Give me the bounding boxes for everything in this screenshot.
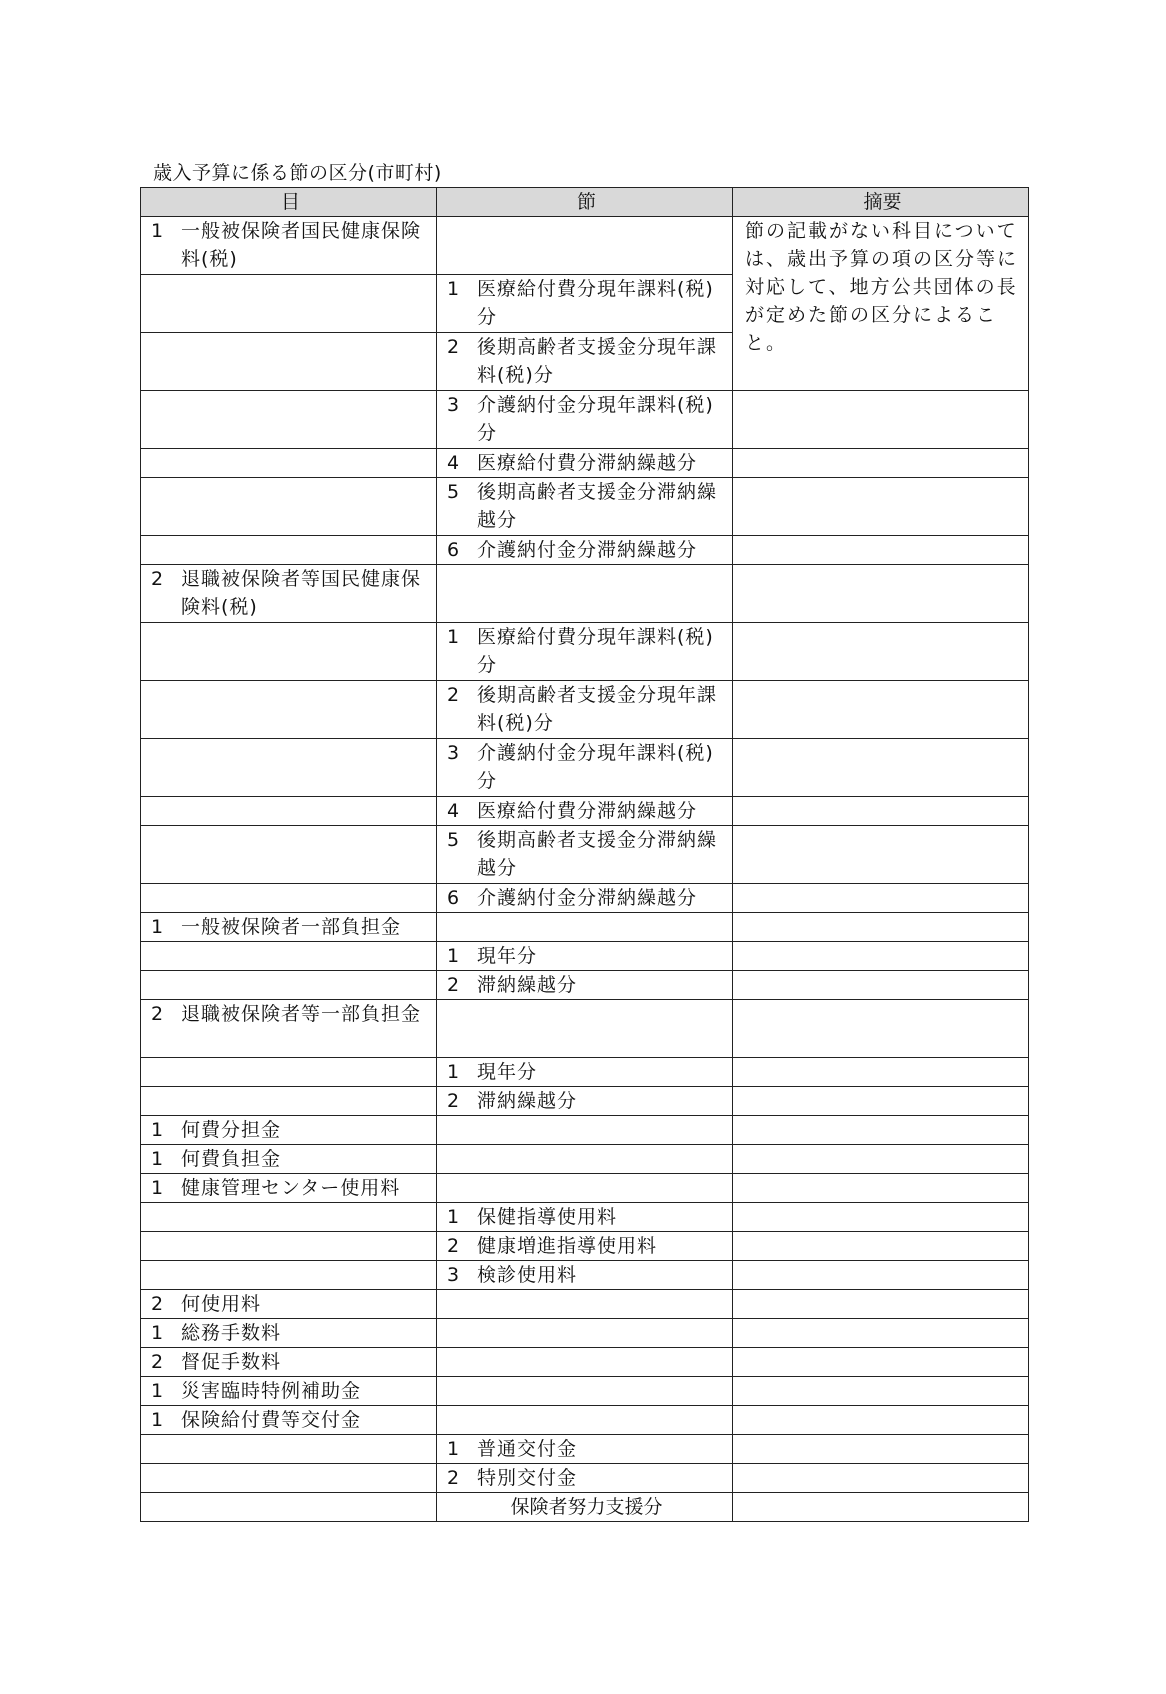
tekiyo-cell <box>733 797 1029 826</box>
moku-cell-text: 一般被保険者一部負担金 <box>181 916 402 938</box>
setsu-cell-text: 介護納付金分現年課料(税)分 <box>477 394 714 444</box>
moku-cell-number: 1 <box>151 1177 164 1199</box>
tekiyo-cell <box>733 739 1029 797</box>
setsu-cell-number: 2 <box>447 1090 460 1112</box>
setsu-cell-text: 医療給付費分現年課料(税)分 <box>477 278 714 328</box>
moku-cell-text: 総務手数料 <box>181 1322 282 1344</box>
tekiyo-cell <box>733 1058 1029 1087</box>
table-row <box>141 623 1029 681</box>
tekiyo-cell <box>733 1232 1029 1261</box>
moku-cell <box>141 739 437 797</box>
setsu-cell <box>437 1232 733 1261</box>
moku-cell <box>141 1406 437 1435</box>
moku-cell <box>141 1145 437 1174</box>
tekiyo-cell <box>733 623 1029 681</box>
setsu-cell-number: 2 <box>447 1235 460 1257</box>
moku-cell <box>141 449 437 478</box>
setsu-cell-text: 医療給付費分現年課料(税)分 <box>477 626 714 676</box>
setsu-cell-text: 現年分 <box>477 1061 538 1083</box>
table-row <box>141 478 1029 536</box>
setsu-cell <box>437 1116 733 1145</box>
moku-cell-number: 2 <box>151 1293 164 1315</box>
setsu-cell-number: 1 <box>447 278 460 300</box>
setsu-cell-text: 後期高齢者支援金分滞納繰越分 <box>477 829 718 879</box>
moku-cell <box>141 391 437 449</box>
moku-cell <box>141 1232 437 1261</box>
moku-cell-text: 退職被保険者等国民健康保険料(税) <box>181 568 422 618</box>
setsu-cell-number: 2 <box>447 336 460 358</box>
setsu-cell <box>437 1261 733 1290</box>
table-header-row <box>141 188 1029 217</box>
setsu-cell-text: 保健指導使用料 <box>477 1206 618 1228</box>
revenue-section-table <box>140 187 1029 1522</box>
table-row <box>141 884 1029 913</box>
setsu-cell-text: 介護納付金分滞納繰越分 <box>477 887 698 909</box>
moku-cell <box>141 217 437 275</box>
moku-cell <box>141 1435 437 1464</box>
setsu-cell-text: 医療給付費分滞納繰越分 <box>477 452 698 474</box>
setsu-cell <box>437 1203 733 1232</box>
tekiyo-cell <box>733 884 1029 913</box>
tekiyo-cell <box>733 1435 1029 1464</box>
tekiyo-cell <box>733 1319 1029 1348</box>
moku-cell <box>141 1203 437 1232</box>
setsu-cell <box>437 333 733 391</box>
setsu-cell-text: 後期高齢者支援金分現年課料(税)分 <box>477 684 718 734</box>
moku-cell-number: 2 <box>151 1003 164 1025</box>
tekiyo-cell <box>733 913 1029 942</box>
table-row <box>141 797 1029 826</box>
tekiyo-cell <box>733 1261 1029 1290</box>
setsu-cell-number: 2 <box>447 1467 460 1489</box>
table-row <box>141 913 1029 942</box>
setsu-cell <box>437 1145 733 1174</box>
setsu-cell <box>437 217 733 275</box>
moku-cell <box>141 1319 437 1348</box>
moku-cell <box>141 1377 437 1406</box>
tekiyo-cell <box>733 942 1029 971</box>
moku-cell-text: 災害臨時特例補助金 <box>181 1380 362 1402</box>
moku-cell <box>141 1087 437 1116</box>
moku-cell-number: 1 <box>151 1119 164 1141</box>
table-row <box>141 739 1029 797</box>
moku-cell <box>141 1058 437 1087</box>
table-row <box>141 1174 1029 1203</box>
setsu-cell-text: 介護納付金分滞納繰越分 <box>477 539 698 561</box>
setsu-cell-number: 5 <box>447 829 460 851</box>
setsu-cell-text: 滞納繰越分 <box>477 974 578 996</box>
table-row <box>141 1406 1029 1435</box>
tekiyo-cell <box>733 1290 1029 1319</box>
setsu-cell <box>437 1290 733 1319</box>
table-row <box>141 1435 1029 1464</box>
setsu-cell <box>437 536 733 565</box>
moku-cell <box>141 971 437 1000</box>
setsu-cell <box>437 1377 733 1406</box>
moku-cell <box>141 942 437 971</box>
moku-cell-number: 2 <box>151 1351 164 1373</box>
setsu-cell <box>437 971 733 1000</box>
setsu-cell-number: 1 <box>447 1438 460 1460</box>
moku-cell-text: 健康管理センター使用料 <box>181 1177 401 1199</box>
moku-cell-number: 1 <box>151 1380 164 1402</box>
table-row <box>141 1261 1029 1290</box>
table-row <box>141 449 1029 478</box>
tekiyo-cell <box>733 1087 1029 1116</box>
setsu-cell-text: 特別交付金 <box>477 1467 578 1489</box>
moku-cell-text: 退職被保険者等一部負担金 <box>181 1003 422 1025</box>
moku-cell-text: 何費負担金 <box>181 1148 282 1170</box>
setsu-cell-number: 1 <box>447 626 460 648</box>
table-row <box>141 1203 1029 1232</box>
setsu-cell <box>437 1058 733 1087</box>
setsu-cell-text: 保険者努力支援分 <box>510 1496 663 1518</box>
moku-cell <box>141 333 437 391</box>
moku-cell <box>141 623 437 681</box>
table-row <box>141 1000 1029 1058</box>
setsu-cell-number: 1 <box>447 945 460 967</box>
setsu-cell-text: 滞納繰越分 <box>477 1090 578 1112</box>
moku-cell-text: 督促手数料 <box>181 1351 282 1373</box>
setsu-cell-number: 5 <box>447 481 460 503</box>
moku-cell-text: 何費分担金 <box>181 1119 282 1141</box>
tekiyo-cell <box>733 536 1029 565</box>
moku-cell <box>141 1261 437 1290</box>
header-moku: 目 <box>141 188 437 217</box>
moku-cell <box>141 913 437 942</box>
tekiyo-cell <box>733 1464 1029 1493</box>
table-row <box>141 1145 1029 1174</box>
setsu-cell-text: 普通交付金 <box>477 1438 578 1460</box>
table-row <box>141 536 1029 565</box>
setsu-cell-text: 健康増進指導使用料 <box>477 1235 658 1257</box>
setsu-cell-number: 1 <box>447 1061 460 1083</box>
setsu-cell <box>437 623 733 681</box>
tekiyo-cell <box>733 565 1029 623</box>
setsu-cell <box>437 826 733 884</box>
table-row <box>141 217 1029 275</box>
moku-cell <box>141 1290 437 1319</box>
setsu-cell <box>437 913 733 942</box>
moku-cell-text: 保険給付費等交付金 <box>181 1409 362 1431</box>
moku-cell <box>141 1348 437 1377</box>
setsu-cell <box>437 1000 733 1058</box>
moku-cell-text: 何使用料 <box>181 1293 262 1315</box>
table-row <box>141 1348 1029 1377</box>
moku-cell <box>141 1000 437 1058</box>
setsu-cell <box>437 275 733 333</box>
setsu-cell-number: 6 <box>447 887 460 909</box>
moku-cell-text: 一般被保険者国民健康保険料(税) <box>181 220 422 270</box>
setsu-cell <box>437 1319 733 1348</box>
tekiyo-cell <box>733 391 1029 449</box>
moku-cell <box>141 826 437 884</box>
header-tekiyo: 摘要 <box>733 188 1029 217</box>
setsu-cell <box>437 1464 733 1493</box>
table-row <box>141 1290 1029 1319</box>
moku-cell-number: 1 <box>151 220 164 242</box>
document-title: 歳入予算に係る節の区分(市町村) <box>153 162 442 184</box>
setsu-cell-number: 3 <box>447 742 460 764</box>
setsu-cell <box>437 739 733 797</box>
tekiyo-cell <box>733 1203 1029 1232</box>
setsu-cell-number: 3 <box>447 394 460 416</box>
setsu-cell-number: 2 <box>447 684 460 706</box>
setsu-cell-text: 後期高齢者支援金分現年課料(税)分 <box>477 336 718 386</box>
table-row <box>141 1319 1029 1348</box>
setsu-cell <box>437 1493 733 1522</box>
setsu-cell <box>437 1348 733 1377</box>
setsu-cell <box>437 391 733 449</box>
moku-cell <box>141 1116 437 1145</box>
moku-cell-number: 1 <box>151 1148 164 1170</box>
table-row <box>141 681 1029 739</box>
tekiyo-cell <box>733 1348 1029 1377</box>
setsu-cell-text: 医療給付費分滞納繰越分 <box>477 800 698 822</box>
moku-cell <box>141 565 437 623</box>
tekiyo-cell <box>733 1174 1029 1203</box>
tekiyo-cell <box>733 1493 1029 1522</box>
table-row <box>141 391 1029 449</box>
tekiyo-cell <box>733 449 1029 478</box>
setsu-cell-number: 4 <box>447 452 460 474</box>
tekiyo-cell <box>733 1377 1029 1406</box>
table-row <box>141 1087 1029 1116</box>
moku-cell <box>141 884 437 913</box>
setsu-cell-number: 6 <box>447 539 460 561</box>
tekiyo-cell <box>733 478 1029 536</box>
table-row <box>141 1464 1029 1493</box>
moku-cell-number: 1 <box>151 1322 164 1344</box>
moku-cell-number: 1 <box>151 1409 164 1431</box>
setsu-cell <box>437 1174 733 1203</box>
table-row <box>141 1377 1029 1406</box>
tekiyo-cell <box>733 1145 1029 1174</box>
setsu-cell-text: 後期高齢者支援金分滞納繰越分 <box>477 481 718 531</box>
moku-cell-number: 1 <box>151 916 164 938</box>
setsu-cell-text: 介護納付金分現年課料(税)分 <box>477 742 714 792</box>
tekiyo-cell <box>733 971 1029 1000</box>
moku-cell <box>141 275 437 333</box>
moku-cell <box>141 1464 437 1493</box>
moku-cell <box>141 681 437 739</box>
setsu-cell-number: 4 <box>447 800 460 822</box>
setsu-cell <box>437 681 733 739</box>
setsu-cell-number: 1 <box>447 1206 460 1228</box>
tekiyo-cell <box>733 826 1029 884</box>
moku-cell <box>141 797 437 826</box>
setsu-cell-text: 検診使用料 <box>477 1264 578 1286</box>
tekiyo-cell <box>733 1116 1029 1145</box>
moku-cell-number: 2 <box>151 568 164 590</box>
setsu-cell-text: 現年分 <box>477 945 538 967</box>
moku-cell <box>141 478 437 536</box>
moku-cell <box>141 536 437 565</box>
moku-cell <box>141 1174 437 1203</box>
setsu-cell <box>437 1406 733 1435</box>
setsu-cell <box>437 797 733 826</box>
table-row <box>141 971 1029 1000</box>
header-setsu: 節 <box>437 188 733 217</box>
setsu-cell <box>437 884 733 913</box>
setsu-cell <box>437 478 733 536</box>
table-row <box>141 1116 1029 1145</box>
moku-cell <box>141 1493 437 1522</box>
table-row <box>141 1232 1029 1261</box>
setsu-cell-number: 3 <box>447 1264 460 1286</box>
setsu-cell <box>437 942 733 971</box>
table-row <box>141 565 1029 623</box>
table-row <box>141 1058 1029 1087</box>
table-row <box>141 942 1029 971</box>
setsu-cell <box>437 1087 733 1116</box>
table-row <box>141 1493 1029 1522</box>
tekiyo-cell <box>733 1406 1029 1435</box>
table-row <box>141 826 1029 884</box>
setsu-cell <box>437 1435 733 1464</box>
tekiyo-cell <box>733 681 1029 739</box>
tekiyo-cell <box>733 1000 1029 1058</box>
setsu-cell <box>437 449 733 478</box>
tekiyo-note: 節の記載がない科目については、歳出予算の項の区分等に対応して、地方公共団体の長が定めた節の区分によること。 <box>733 217 1029 391</box>
setsu-cell-number: 2 <box>447 974 460 996</box>
setsu-cell <box>437 565 733 623</box>
